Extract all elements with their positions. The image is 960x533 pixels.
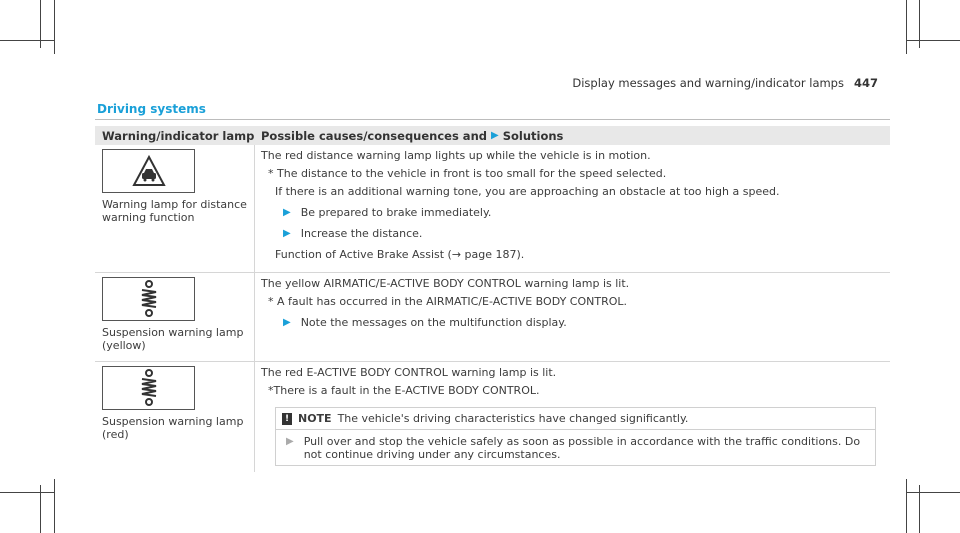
suspension-icon xyxy=(139,369,159,407)
crop-mark xyxy=(906,479,907,533)
lamp-cell xyxy=(95,273,255,361)
cause-text: The red distance warning lamp lights up while the vehicle is in motion. xyxy=(261,149,651,162)
description-cell xyxy=(255,145,890,272)
note-label: NOTE xyxy=(298,412,332,425)
solution-step xyxy=(261,227,884,240)
table-row xyxy=(95,273,890,362)
section-title: Driving systems xyxy=(97,102,206,116)
solution-step xyxy=(261,206,884,219)
cause-text: The red E-ACTIVE BODY CONTROL warning lamp is lit. xyxy=(261,366,557,379)
play-arrow-icon: ▶ xyxy=(283,207,291,218)
column-header-lamp: Warning/indicator lamp xyxy=(102,128,255,143)
crop-mark xyxy=(0,40,54,41)
section-divider xyxy=(95,119,890,120)
table-row xyxy=(95,362,890,472)
lamp-label: Suspension warning lamp (yellow) xyxy=(102,326,244,352)
distance-warning-lamp xyxy=(102,149,195,193)
lamp-cell xyxy=(95,362,255,472)
lamp-label: Warning lamp for distance warning function xyxy=(102,198,247,224)
solution-step xyxy=(261,316,884,329)
running-header xyxy=(572,76,878,90)
cause-text: * A fault has occurred in the AIRMATIC/E-ACTIVE BODY CONTROL. xyxy=(268,295,627,308)
page-number: 447 xyxy=(853,76,878,90)
play-arrow-icon: ▶ xyxy=(491,130,499,141)
suspension-warning-lamp xyxy=(102,366,195,410)
solution-text: Be prepared to brake immediately. xyxy=(300,206,492,219)
table-header xyxy=(95,126,890,145)
column-header-causes xyxy=(255,129,563,143)
description-cell xyxy=(255,273,890,361)
warning-lamp-table xyxy=(95,126,890,472)
crop-mark xyxy=(0,492,54,493)
exclamation-icon: ! xyxy=(282,413,292,425)
crop-mark xyxy=(906,40,960,41)
table-row xyxy=(95,145,890,273)
crop-mark xyxy=(906,492,960,493)
note-header xyxy=(276,408,875,430)
cause-text: * The distance to the vehicle in front is too small for the speed selected. xyxy=(268,167,667,180)
solution-text: Note the messages on the multifunction display. xyxy=(300,316,567,329)
play-arrow-icon: ▶ xyxy=(286,436,294,447)
crop-mark xyxy=(906,0,907,54)
column-header-solutions-text: Solutions xyxy=(502,128,564,143)
column-header-causes-text: Possible causes/consequences and xyxy=(261,128,487,143)
cause-text: If there is an additional warning tone, you are approaching an obstacle at too high a speed. xyxy=(275,185,780,198)
note-box xyxy=(275,407,876,466)
distance-warning-icon xyxy=(131,154,167,188)
note-step xyxy=(276,430,875,465)
suspension-warning-lamp xyxy=(102,277,195,321)
cause-text: *There is a fault in the E-ACTIVE BODY CONTROL. xyxy=(268,384,540,397)
lamp-cell xyxy=(95,145,255,272)
running-header-title: Display messages and warning/indicator lamps xyxy=(572,76,844,90)
solution-text: Increase the distance. xyxy=(300,227,423,240)
crop-mark xyxy=(54,479,55,533)
play-arrow-icon: ▶ xyxy=(283,228,291,239)
play-arrow-icon: ▶ xyxy=(283,317,291,328)
cause-text: The yellow AIRMATIC/E-ACTIVE BODY CONTROL warning lamp is lit. xyxy=(261,277,630,290)
page-reference[interactable]: Function of Active Brake Assist (→ page 187). xyxy=(275,248,525,261)
lamp-label: Suspension warning lamp (red) xyxy=(102,415,244,441)
suspension-icon xyxy=(139,280,159,318)
note-text: The vehicle's driving characteristics have changed significantly. xyxy=(337,412,689,425)
crop-mark xyxy=(54,0,55,54)
note-step-text: Pull over and stop the vehicle safely as soon as possible in accordance with the traffic conditions. Do not continue driving under any circumstances. xyxy=(303,435,861,461)
description-cell xyxy=(255,362,890,472)
